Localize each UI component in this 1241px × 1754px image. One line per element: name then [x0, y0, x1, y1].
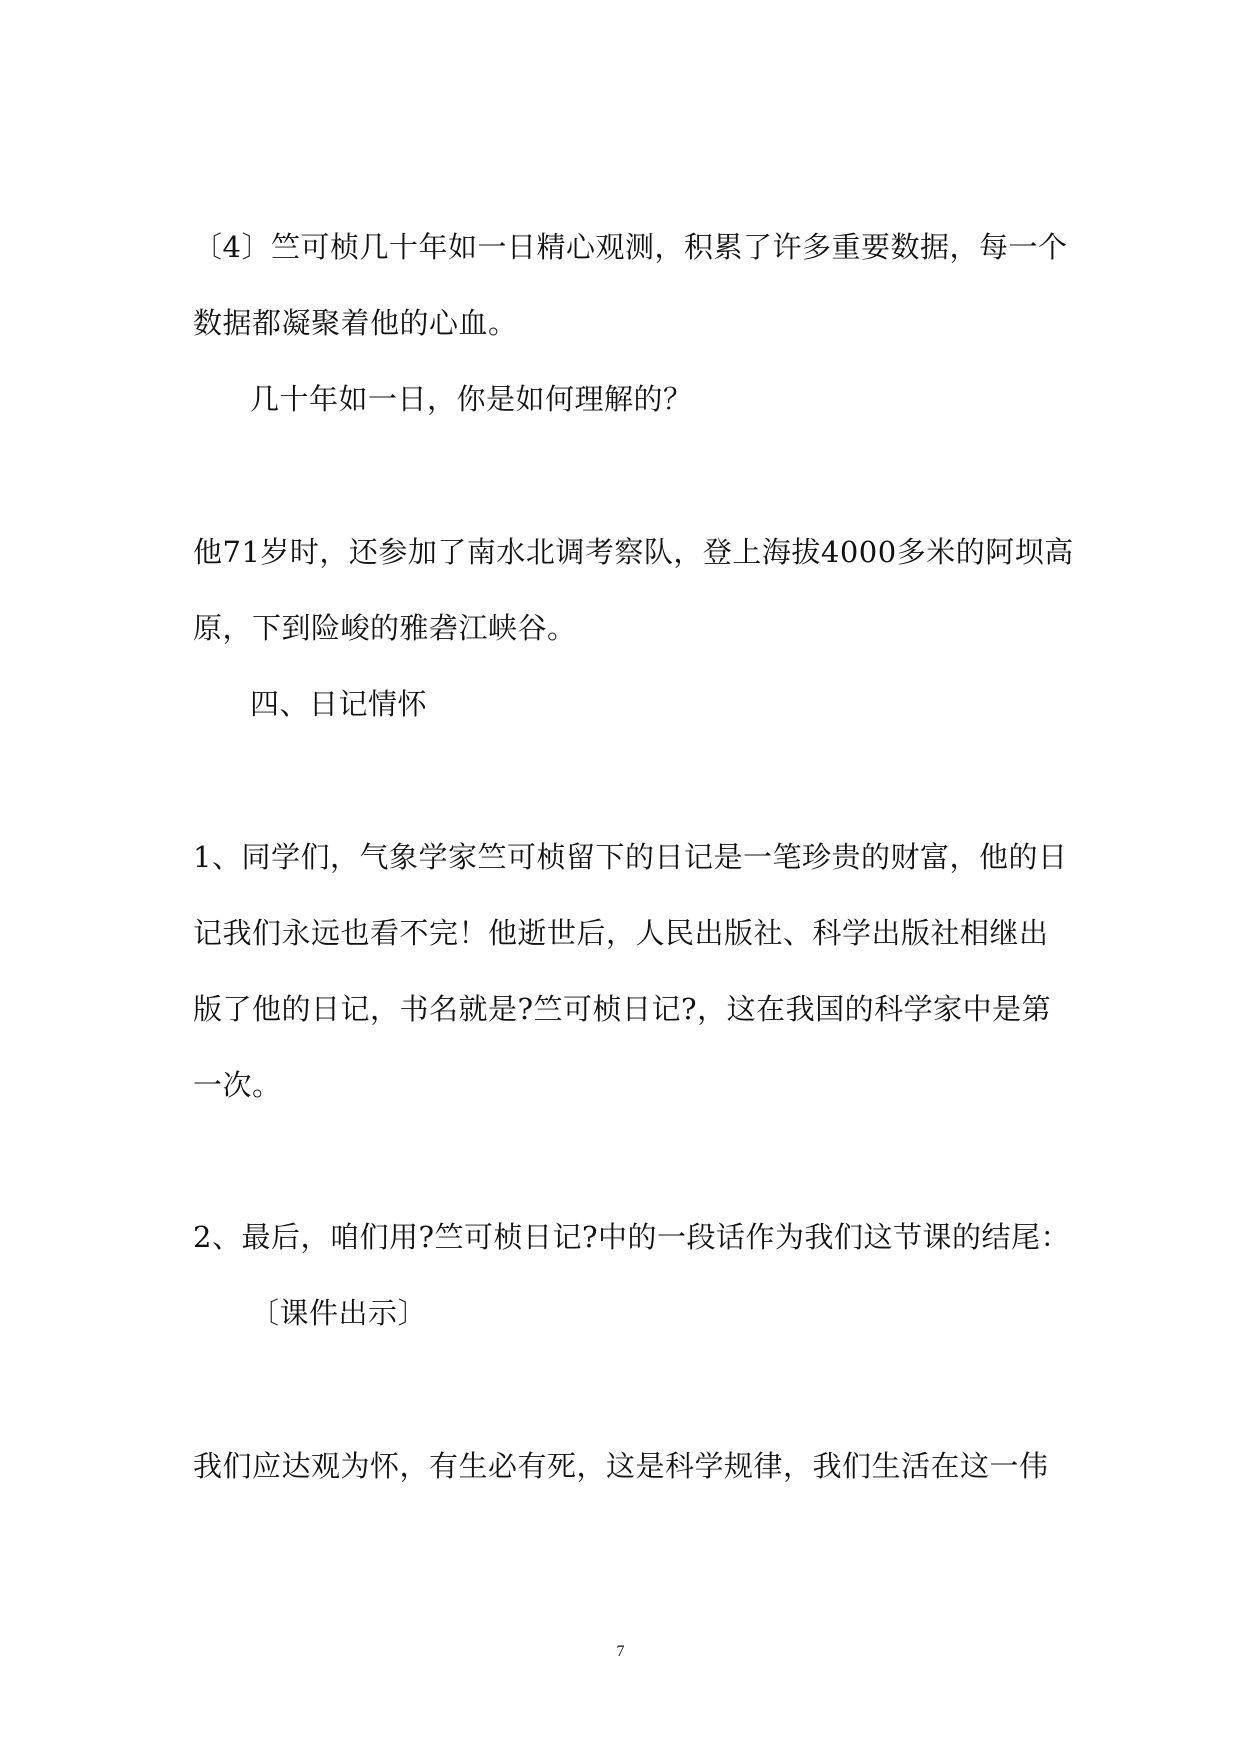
paragraph-line: 原，下到险峻的雅砻江峡谷。 — [193, 611, 577, 645]
paragraph-line: 1、同学们，气象学家竺可桢留下的日记是一笔珍贵的财富，他的日 — [193, 840, 1068, 874]
paragraph-line: 一次。 — [193, 1068, 282, 1102]
paragraph-line: 记我们永远也看不完！他逝世后，人民出版社、科学出版社相继出 — [193, 916, 1049, 950]
paragraph-line: 我们应达观为怀，有生必有死，这是科学规律，我们生活在这一伟 — [193, 1449, 1049, 1483]
question-line: 几十年如一日，你是如何理解的？ — [250, 382, 693, 416]
paragraph-line: 数据都凝聚着他的心血。 — [193, 306, 518, 340]
paragraph-line: 版了他的日记，书名就是?竺可桢日记?，这在我国的科学家中是第 — [193, 992, 1052, 1026]
section-heading: 四、日记情怀 — [250, 687, 428, 721]
page-number: 7 — [616, 1643, 625, 1660]
paragraph-line: 〔4〕竺可桢几十年如一日精心观测，积累了许多重要数据，每一个 — [193, 230, 1068, 264]
paragraph-line: 2、最后，咱们用?竺可桢日记?中的一段话作为我们这节课的结尾： — [193, 1220, 1071, 1254]
paragraph-line: 他71岁时，还参加了南水北调考察队，登上海拔4000多米的阿坝高 — [193, 535, 1074, 569]
courseware-note: 〔课件出示〕 — [250, 1296, 428, 1330]
